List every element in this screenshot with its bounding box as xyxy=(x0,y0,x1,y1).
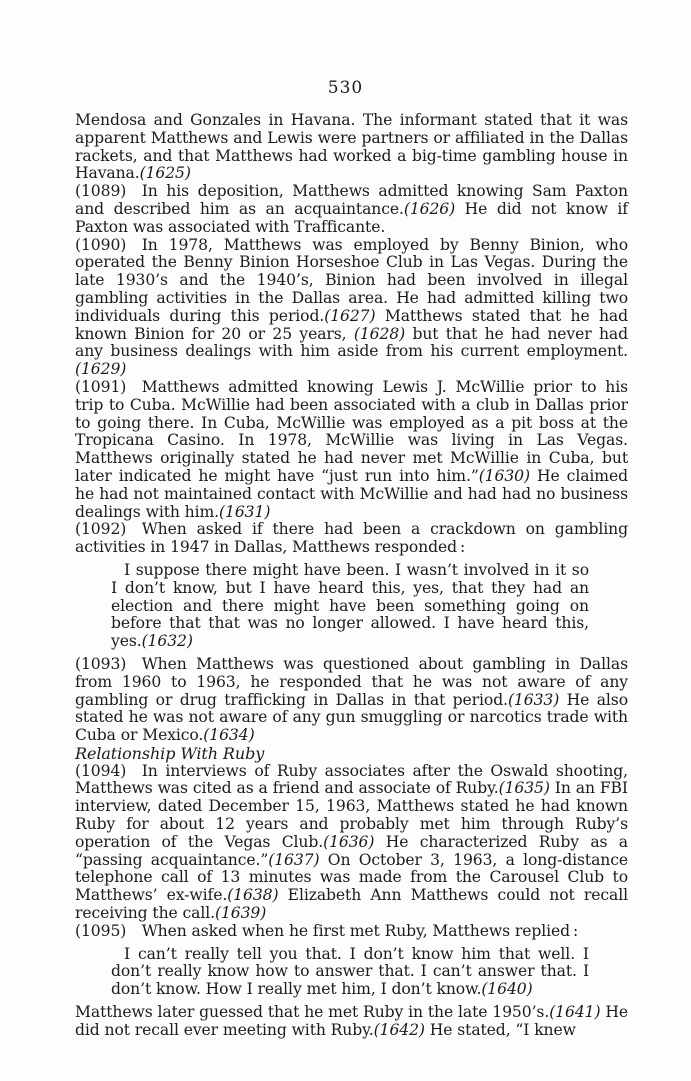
citation-ref: (1641) xyxy=(549,1003,601,1022)
paragraph-1090 xyxy=(75,237,628,379)
citation-ref: (1634) xyxy=(203,726,255,745)
blockquote-1640 xyxy=(111,946,589,999)
section-heading-text: Relationship With Ruby xyxy=(75,743,265,763)
citation-ref: (1626) xyxy=(403,199,456,218)
text-run: He claimed he had not maintained contact with McWillie and had had no business dealings with him. xyxy=(75,466,628,521)
citation-ref: (1630) xyxy=(478,466,530,485)
text-run: Elizabeth Ann Matthews could not recall receiving the call. xyxy=(75,886,629,923)
text-run: (1091) Matthews admitted knowing Lewis J. McWillie prior to his trip to Cuba. McWillie had been associated with a club in Dallas prior to going there. In Cuba, McWillie was employed as a pit boss at the Tropicana Casino. In 1978, McWillie was living in Las Vegas. Matthews originally stated he had never met McWillie in Cuba, but later indicated he might have “just run into him.” xyxy=(75,377,628,485)
section-heading xyxy=(75,745,628,763)
citation-ref: (1639) xyxy=(214,904,267,923)
text-run: He characterized Ruby as a “passing acquaintance.” xyxy=(75,832,629,869)
text-run: He did not recall ever meeting with Ruby. xyxy=(75,1003,628,1039)
text-run: Mendosa and Gonzales in Havana. The informant stated that it was apparent Matthews and Lewis were partners or affiliated in the Dallas rackets, and that Matthews had worked a big-time gambling house in Havana. xyxy=(75,111,628,183)
page-number: 530 xyxy=(327,78,364,98)
citation-ref: (1625) xyxy=(139,164,191,183)
text-run: (1094) In interviews of Ruby associates after the Oswald shooting, Matthews was cited as a friend and associate of Ruby. xyxy=(75,761,628,798)
paragraph-continuation xyxy=(75,112,628,183)
citation-ref: (1638) xyxy=(227,886,279,905)
text-run: (1093) When Matthews was questioned about gambling in Dallas from 1960 to 1963, he responded that he was not aware of any gambling or drug trafficking in Dallas in that period. xyxy=(75,654,628,709)
text-run: (1089) In his deposition, Matthews admitted knowing Sam Paxton and described him as an acquaintance. xyxy=(75,182,628,218)
blockquote-1632 xyxy=(111,562,589,651)
page-content xyxy=(75,112,628,1040)
text-run: but that he had never had any business dealings with him aside from his current employment. xyxy=(75,324,628,361)
paragraph-1089 xyxy=(75,183,628,236)
citation-ref: (1640) xyxy=(481,980,533,999)
paragraph-1092 xyxy=(75,521,628,557)
paragraph-1094 xyxy=(75,763,628,923)
text-run: He did not know if Paxton was associated with Trafficante. xyxy=(75,199,628,236)
citation-ref: (1636) xyxy=(323,832,375,851)
citation-ref: (1629) xyxy=(75,360,127,379)
paragraph-1095 xyxy=(75,923,628,941)
text-run: Matthews stated that he had known Binion for 20 or 25 years, xyxy=(75,306,628,343)
citation-ref: (1631) xyxy=(219,502,271,521)
citation-ref: (1627) xyxy=(324,306,376,325)
citation-ref: (1635) xyxy=(498,779,550,798)
text-run: I can’t really tell you that. I don’t know him that well. I don’t really know how to answer that. I can’t answer that. I don’t know. How I really met him, I don’t know. xyxy=(111,944,589,999)
text-run: On October 3, 1963, a long-distance telephone call of 13 minutes was made from the Carousel Club to Matthews’ ex-wife. xyxy=(75,850,628,905)
citation-ref: (1642) xyxy=(373,1020,425,1039)
citation-ref: (1632) xyxy=(141,632,193,651)
text-run: (1092) When asked if there had been a crackdown on gambling activities in 1947 in Dallas, Matthews responded : xyxy=(75,520,628,557)
text-run: He stated, “I knew xyxy=(424,1020,576,1039)
paragraph-1093 xyxy=(75,656,628,745)
text-run: I suppose there might have been. I wasn’t involved in it so I don’t know, but I have heard this, yes, that they had an election and there might have been something going on before that that was no longer allowed. I have heard this, yes. xyxy=(111,560,589,651)
text-run: He also stated he was not aware of any gun smuggling or narcotics trade with Cuba or Mexico. xyxy=(75,690,628,745)
citation-ref: (1628) xyxy=(353,324,406,343)
paragraph-1091 xyxy=(75,379,628,521)
text-run: Matthews later guessed that he met Ruby in the late 1950’s. xyxy=(75,1003,550,1022)
citation-ref: (1633) xyxy=(507,690,560,709)
text-run: In an FBI interview, dated December 15, 1963, Matthews stated he had known Ruby for about 12 years and probably met him through Ruby’s operation of the Vegas Club. xyxy=(75,779,628,851)
text-run: (1090) In 1978, Matthews was employed by Benny Binion, who operated the Benny Binion Horseshoe Club in Las Vegas. During the late 1930’s and the 1940’s, Binion had been involved in illegal gambling activities in the Dallas area. He had admitted killing two individuals during this period. xyxy=(75,235,628,325)
text-run: (1095) When asked when he first met Ruby, Matthews replied : xyxy=(75,921,579,940)
paragraph-final xyxy=(75,1004,628,1040)
citation-ref: (1637) xyxy=(268,850,320,869)
